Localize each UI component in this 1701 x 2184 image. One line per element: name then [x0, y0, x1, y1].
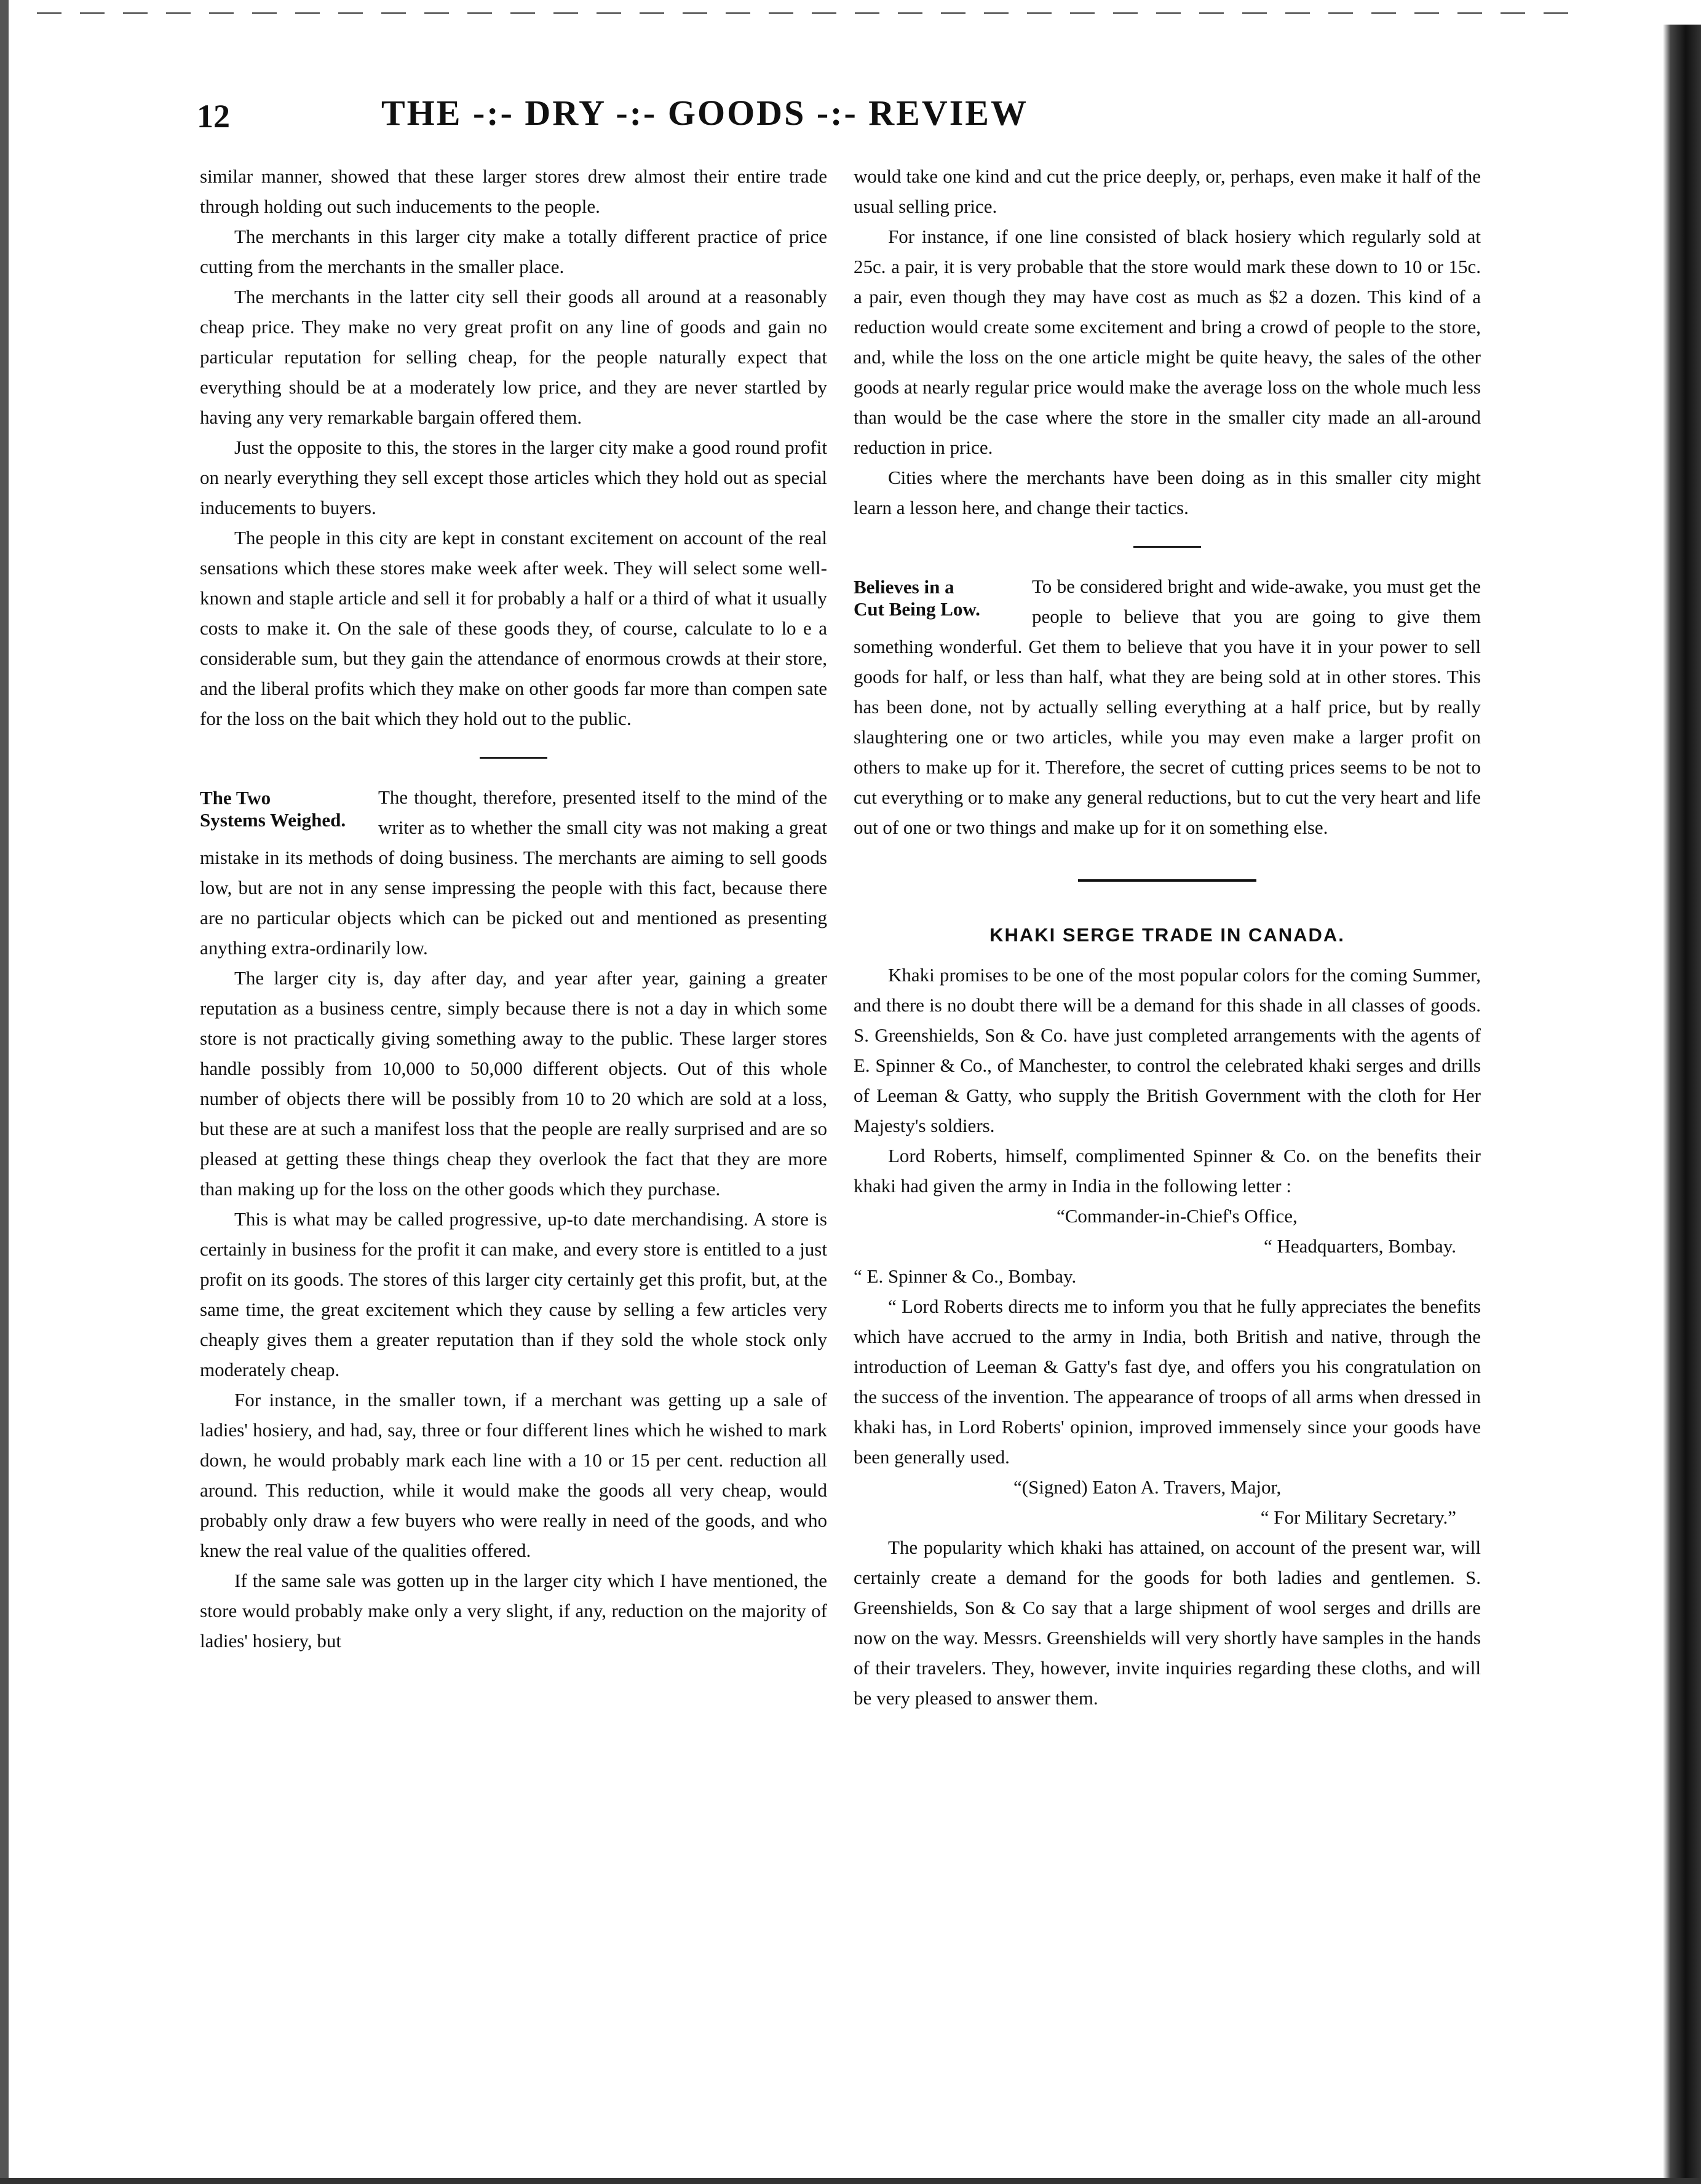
side-heading: [200, 787, 366, 831]
section-divider: [480, 757, 547, 759]
paragraph: Cities where the merchants have been doing as in this smaller city might learn a lesson here, and change their tactics.: [854, 467, 1481, 518]
left-column: [200, 161, 827, 1656]
paragraph: The merchants in this larger city make a totally different practice of price cutting from the merchants in the smaller place.: [200, 226, 827, 277]
side-heading-line: The Two: [200, 787, 271, 809]
side-heading-line: Systems Weighed.: [200, 809, 346, 831]
paragraph: For instance, if one line consisted of black hosiery which regularly sold at 25c. a pair, it is very probable that the store would mark these down to 10 or 15c. a pair, even though they may have cost as much as $2 a dozen. This kind of a reduction would create some excitement and bring a crowd of people to the store, and, while the loss on the one article might be quite heavy, the sales of the other goods at nearly regular price would make the average loss on the whole much less than would be the case where the store in the smaller city made an all-around reduction in price.: [854, 226, 1481, 458]
section-divider: [1133, 546, 1201, 548]
paragraph: Just the opposite to this, the stores in the larger city make a good round profit on nearly everything they sell except those articles which they hold out as special inducements to buyers.: [200, 437, 827, 518]
running-title: THE -:- DRY -:- GOODS -:- REVIEW: [381, 93, 1028, 133]
letter-office: “Commander-in-Chief's Office,: [1057, 1205, 1298, 1227]
letter-body: “ Lord Roberts directs me to inform you that he fully appreciates the benefits which have accrued to the army in India, both British and native, through the introduction of Leeman & Gatty's fast dye, and offers you his congratulation on the success of the invention. The appearance of troops of all arms when dressed in khaki has, in Lord Roberts' opinion, improved immensely since your goods have been generally used.: [854, 1296, 1481, 1468]
article-divider: [1078, 879, 1256, 882]
paragraph: To be considered bright and wide-awake, you must get the people to believe that you are going to give them something wonderful. Get them to believe that you have it in your power to sell goods for half, or less than half, what they are being sold at in other stores. This has been done, not by actually selling everything at a half price, but by really slaughtering one or two articles, while you may even make a larger profit on others to make up for it. Therefore, the secret of cutting prices seems to be not to cut everything or to make any general reductions, but to cut the very heart and life out of one or two things and make up for it on something else.: [854, 576, 1481, 838]
side-heading-line: Believes in a: [854, 576, 954, 598]
paragraph: If the same sale was gotten up in the larger city which I have mentioned, the store would probably make only a very slight, if any, reduction on the majority of ladies' hosiery, but: [200, 1570, 827, 1652]
paragraph: The merchants in the latter city sell their goods all around at a reasonably cheap price. They make no very great profit on any line of goods and gain no particular reputation for selling cheap, for the people naturally expect that everything should be at a moderately low price, and they are never startled by having any very remarkable bargain offered them.: [200, 286, 827, 428]
paragraph: would take one kind and cut the price deeply, or, perhaps, even make it half of the usual selling price.: [854, 165, 1481, 217]
page-edge-top: [37, 12, 1587, 14]
paragraph: similar manner, showed that these larger stores drew almost their entire trade through holding out such inducements to the people.: [200, 165, 827, 217]
page-edge-right: [1663, 25, 1701, 2184]
paragraph: The thought, therefore, presented itself to the mind of the writer as to whether the small city was not making a great mistake in its methods of doing business. The merchants are aiming to sell goods low, but are not in any sense impressing the people with this fact, because there are no particular objects which can be picked out and mentioned as presenting anything extra-ordinarily low.: [200, 786, 827, 959]
paragraph: The larger city is, day after day, and year after year, gaining a greater reputation as a business centre, simply because there is not a day in which some store is not practically giving something away to the public. These larger stores handle possibly from 10,000 to 50,000 different objects. Out of this whole number of objects there will be possibly from 10 to 20 which are sold at a loss, but these are at such a manifest loss that the people are really surprised and are so pleased at getting these things cheap they overlook the fact that they are more than making up for the loss on the other goods which they purchase.: [200, 967, 827, 1200]
letter-signature-title: “ For Military Secretary.”: [1260, 1506, 1456, 1528]
letter-location: “ Headquarters, Bombay.: [1263, 1235, 1456, 1257]
right-column: [854, 161, 1481, 1713]
paragraph: The popularity which khaki has attained, on account of the present war, will certainly create a demand for the goods for both ladies and gentlemen. S. Greenshields, Son & Co say that a large shipment of wool serges and drills are now on the way. Messrs. Greenshields will very shortly have samples in the hands of their travelers. They, however, invite inquiries regarding these cloths, and will be very pleased to answer them.: [854, 1537, 1481, 1709]
page-edge-left: [0, 0, 9, 2184]
paragraph: The people in this city are kept in constant excitement on account of the real sensations which these stores make week after week. They will select some well-known and staple article and sell it for probably a half or a third of what it usually costs to make it. On the sale of these goods they, of course, calculate to lo e a considerable sum, but they gain the attendance of enormous crowds at their store, and the liberal profits which they make on other goods far more than compen sate for the loss on the bait which they hold out to the public.: [200, 527, 827, 729]
article-title: KHAKI SERGE TRADE IN CANADA.: [989, 924, 1345, 946]
paragraph: This is what may be called progressive, up-to date merchandising. A store is certainly in business for the profit it can make, and every store is entitled to a just profit on its goods. The stores of this larger city certainly get this profit, but, at the same time, the great excitement which they cause by selling a few articles very cheaply gives them a greater reputation than if they sold the whole stock only moderately cheap.: [200, 1208, 827, 1380]
side-heading: [854, 576, 1020, 620]
letter-addressee: “ E. Spinner & Co., Bombay.: [854, 1265, 1077, 1287]
letter-signature: “(Signed) Eaton A. Travers, Major,: [1013, 1476, 1282, 1498]
paragraph: Khaki promises to be one of the most popular colors for the coming Summer, and there is no doubt there will be a demand for this shade in all classes of goods. S. Greenshields, Son & Co. have just completed arrangements with the agents of E. Spinner & Co., of Manchester, to control the celebrated khaki serges and drills of Leeman & Gatty, who supply the British Government with the cloth for Her Majesty's soldiers.: [854, 964, 1481, 1136]
page-number: 12: [197, 98, 230, 135]
page-header: [197, 92, 1501, 148]
side-heading-line: Cut Being Low.: [854, 598, 980, 620]
page-edge-bottom: [0, 2178, 1701, 2184]
paragraph: For instance, in the smaller town, if a merchant was getting up a sale of ladies' hosiery, and had, say, three or four different lines which he wished to mark down, he would probably mark each line with a 10 or 15 per cent. reduction all around. This reduction, while it would make the goods all very cheap, would probably only draw a few buyers who were really in need of the goods, and who knew the real value of the qualities offered.: [200, 1389, 827, 1561]
paragraph: Lord Roberts, himself, complimented Spinner & Co. on the benefits their khaki had given the army in India in the following letter :: [854, 1145, 1481, 1197]
